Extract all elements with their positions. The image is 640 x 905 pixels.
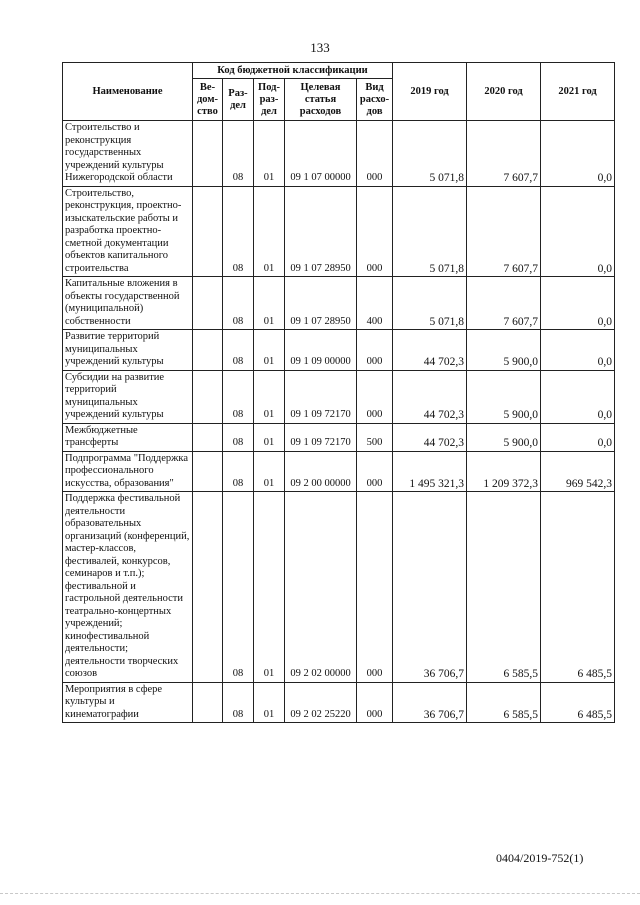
row-2020: 6 585,5 <box>467 492 541 683</box>
header-podrazdel: Под- раз- дел <box>254 79 285 121</box>
table-row <box>63 492 615 683</box>
row-vid: 000 <box>357 492 393 683</box>
table-row <box>63 277 615 330</box>
header-2019: 2019 год <box>393 63 467 121</box>
table-row <box>63 451 615 492</box>
row-2021: 6 485,5 <box>541 492 615 683</box>
row-vid: 000 <box>357 330 393 371</box>
row-2021: 0,0 <box>541 121 615 187</box>
header-vedomstvo: Ве- дом- ство <box>193 79 223 121</box>
row-vedomstvo <box>193 186 223 277</box>
row-2019: 44 702,3 <box>393 423 467 451</box>
row-razdel: 08 <box>223 330 254 371</box>
row-2020: 7 607,7 <box>467 186 541 277</box>
row-name: Строительство и реконструкция государственных учреждений культуры Нижегородской области <box>63 121 193 187</box>
table-row <box>63 682 615 723</box>
table-row <box>63 370 615 423</box>
row-2021: 0,0 <box>541 330 615 371</box>
row-podrazdel: 01 <box>254 492 285 683</box>
row-vid: 500 <box>357 423 393 451</box>
row-2020: 5 900,0 <box>467 330 541 371</box>
row-vid: 000 <box>357 186 393 277</box>
row-2019: 44 702,3 <box>393 370 467 423</box>
row-name: Мероприятия в сфере культуры и кинематографии <box>63 682 193 723</box>
row-vedomstvo <box>193 682 223 723</box>
row-target: 09 1 07 28950 <box>285 277 357 330</box>
row-podrazdel: 01 <box>254 330 285 371</box>
row-2020: 7 607,7 <box>467 277 541 330</box>
row-target: 09 1 09 00000 <box>285 330 357 371</box>
row-vedomstvo <box>193 423 223 451</box>
row-2021: 0,0 <box>541 277 615 330</box>
row-target: 09 2 00 00000 <box>285 451 357 492</box>
header-target: Целевая статья расходов <box>285 79 357 121</box>
header-2021: 2021 год <box>541 63 615 121</box>
table-row <box>63 330 615 371</box>
row-2020: 7 607,7 <box>467 121 541 187</box>
row-2019: 44 702,3 <box>393 330 467 371</box>
row-2021: 0,0 <box>541 186 615 277</box>
header-code-group: Код бюджетной классификации <box>193 63 393 79</box>
row-podrazdel: 01 <box>254 423 285 451</box>
row-name: Подпрограмма "Поддержка профессионального искусства, образования" <box>63 451 193 492</box>
page-number: 133 <box>310 40 330 55</box>
row-podrazdel: 01 <box>254 451 285 492</box>
row-vid: 000 <box>357 451 393 492</box>
row-podrazdel: 01 <box>254 121 285 187</box>
row-name: Межбюджетные трансферты <box>63 423 193 451</box>
row-target: 09 1 07 28950 <box>285 186 357 277</box>
row-razdel: 08 <box>223 682 254 723</box>
row-razdel: 08 <box>223 423 254 451</box>
row-2020: 5 900,0 <box>467 370 541 423</box>
row-2020: 5 900,0 <box>467 423 541 451</box>
row-2021: 969 542,3 <box>541 451 615 492</box>
row-target: 09 2 02 25220 <box>285 682 357 723</box>
row-2019: 5 071,8 <box>393 121 467 187</box>
document-number: 0404/2019-752(1) <box>496 851 584 865</box>
row-vedomstvo <box>193 121 223 187</box>
table-row <box>63 121 615 187</box>
row-name: Поддержка фестивальной деятельности образовательных организаций (конференций, мастер-классов, фестивалей, конкурсов, семинаров и т.п.); фестивальной и гастрольной деятельности театрально-концертных учреждений; кинофестивальной деятельности; деятельности творческих союзов <box>63 492 193 683</box>
row-vid: 400 <box>357 277 393 330</box>
row-2020: 6 585,5 <box>467 682 541 723</box>
header-razdel: Раз- дел <box>223 79 254 121</box>
row-2020: 1 209 372,3 <box>467 451 541 492</box>
row-podrazdel: 01 <box>254 682 285 723</box>
row-razdel: 08 <box>223 370 254 423</box>
row-podrazdel: 01 <box>254 277 285 330</box>
row-2019: 36 706,7 <box>393 682 467 723</box>
row-razdel: 08 <box>223 451 254 492</box>
row-target: 09 1 09 72170 <box>285 423 357 451</box>
row-2019: 5 071,8 <box>393 186 467 277</box>
header-name: Наименование <box>63 63 193 121</box>
header-2020: 2020 год <box>467 63 541 121</box>
row-vedomstvo <box>193 492 223 683</box>
table-row <box>63 423 615 451</box>
row-2019: 5 071,8 <box>393 277 467 330</box>
row-name: Субсидии на развитие территорий муниципальных учреждений культуры <box>63 370 193 423</box>
row-razdel: 08 <box>223 121 254 187</box>
row-razdel: 08 <box>223 492 254 683</box>
row-target: 09 2 02 00000 <box>285 492 357 683</box>
row-razdel: 08 <box>223 277 254 330</box>
bottom-divider <box>0 893 640 894</box>
row-2021: 6 485,5 <box>541 682 615 723</box>
row-podrazdel: 01 <box>254 370 285 423</box>
row-vedomstvo <box>193 370 223 423</box>
row-razdel: 08 <box>223 186 254 277</box>
row-vid: 000 <box>357 121 393 187</box>
row-name: Строительство, реконструкция, проектно-изыскательские работы и разработка проектно-сметной документации объектов капитального строительства <box>63 186 193 277</box>
row-2021: 0,0 <box>541 423 615 451</box>
row-vedomstvo <box>193 451 223 492</box>
row-2019: 1 495 321,3 <box>393 451 467 492</box>
row-name: Развитие территорий муниципальных учреждений культуры <box>63 330 193 371</box>
row-target: 09 1 09 72170 <box>285 370 357 423</box>
row-vid: 000 <box>357 682 393 723</box>
row-name: Капитальные вложения в объекты государственной (муниципальной) собственности <box>63 277 193 330</box>
row-2021: 0,0 <box>541 370 615 423</box>
header-vid: Вид расхо- дов <box>357 79 393 121</box>
budget-table <box>62 62 615 723</box>
row-vedomstvo <box>193 330 223 371</box>
row-2019: 36 706,7 <box>393 492 467 683</box>
row-target: 09 1 07 00000 <box>285 121 357 187</box>
table-row <box>63 186 615 277</box>
row-vedomstvo <box>193 277 223 330</box>
row-podrazdel: 01 <box>254 186 285 277</box>
row-vid: 000 <box>357 370 393 423</box>
